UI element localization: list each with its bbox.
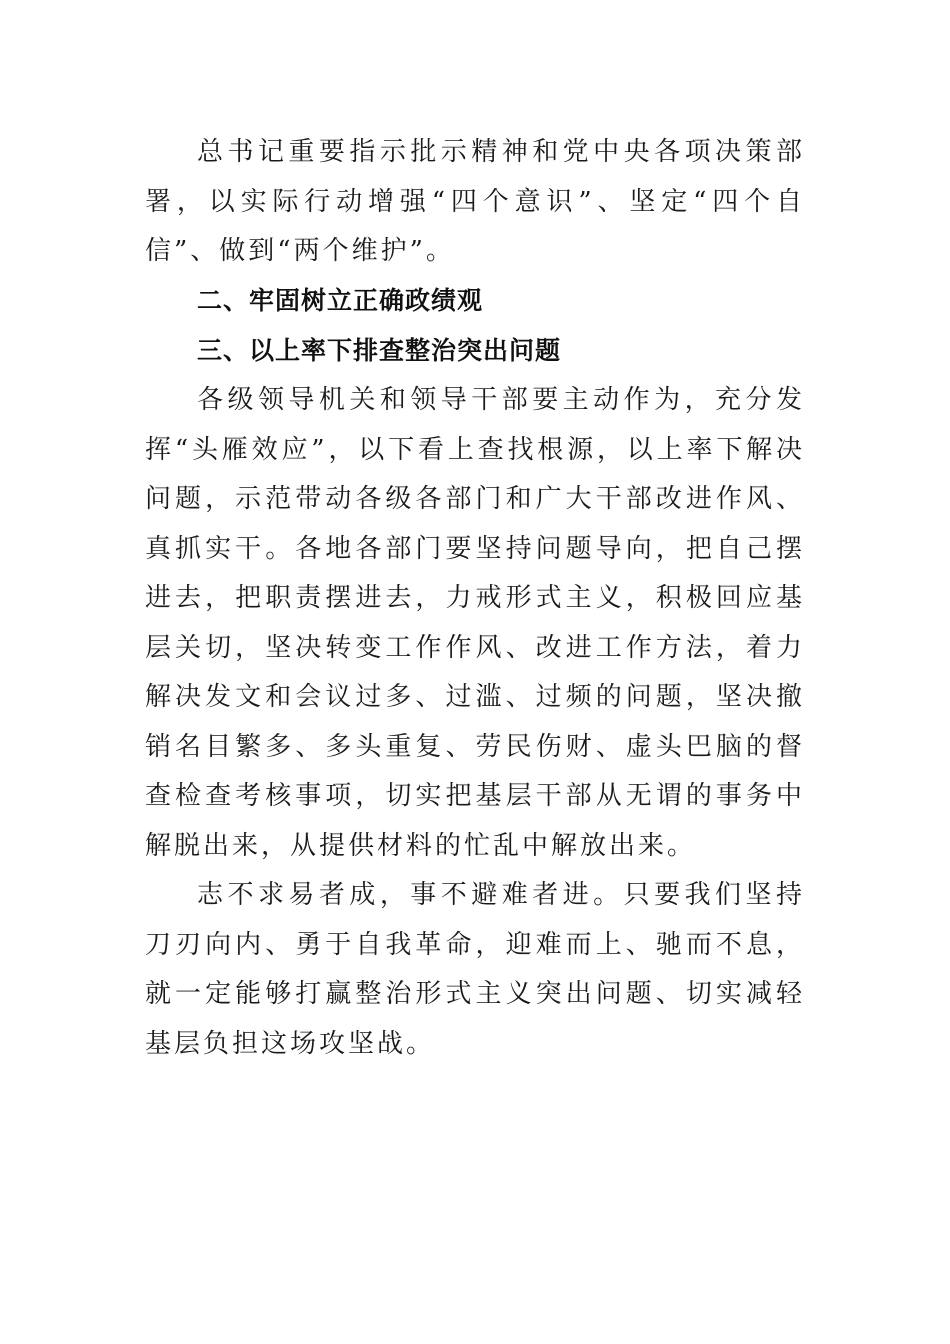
section-heading-3: 三、以上率下排查整治突出问题 [197, 336, 562, 365]
body-paragraph-2: 志不求易者成，事不避难者进。只要我们坚持刀刃向内、勇于自我革命，迎难而上、驰而不息，就一定能够打赢整治形式主义突出问题、切实减轻基层负担这场攻坚战。 [145, 880, 805, 1059]
document-body-top [145, 128, 805, 277]
continued-paragraph: 总书记重要指示批示精神和党中央各项决策部署，以实际行动增强“四个意识”、坚定“四个自信”、做到“两个维护”。 [145, 137, 805, 266]
document-body-main [145, 276, 805, 1069]
section-heading-2: 二、牢固树立正确政绩观 [197, 286, 484, 315]
body-paragraph-1: 各级领导机关和领导干部要主动作为，充分发挥“头雁效应”，以下看上查找根源，以上率下解决问题，示范带动各级各部门和广大干部改进作风、真抓实干。各地各部门要坚持问题导向，把自己摆进去，把职责摆进去，力戒形式主义，积极回应基层关切，坚决转变工作作风、改进工作方法，着力解决发文和会议过多、过滥、过频的问题，坚决撤销名目繁多、多头重复、劳民伤财、虚头巴脑的督查检查考核事项，切实把基层干部从无谓的事务中解脱出来，从提供材料的忙乱中解放出来。 [145, 385, 805, 861]
